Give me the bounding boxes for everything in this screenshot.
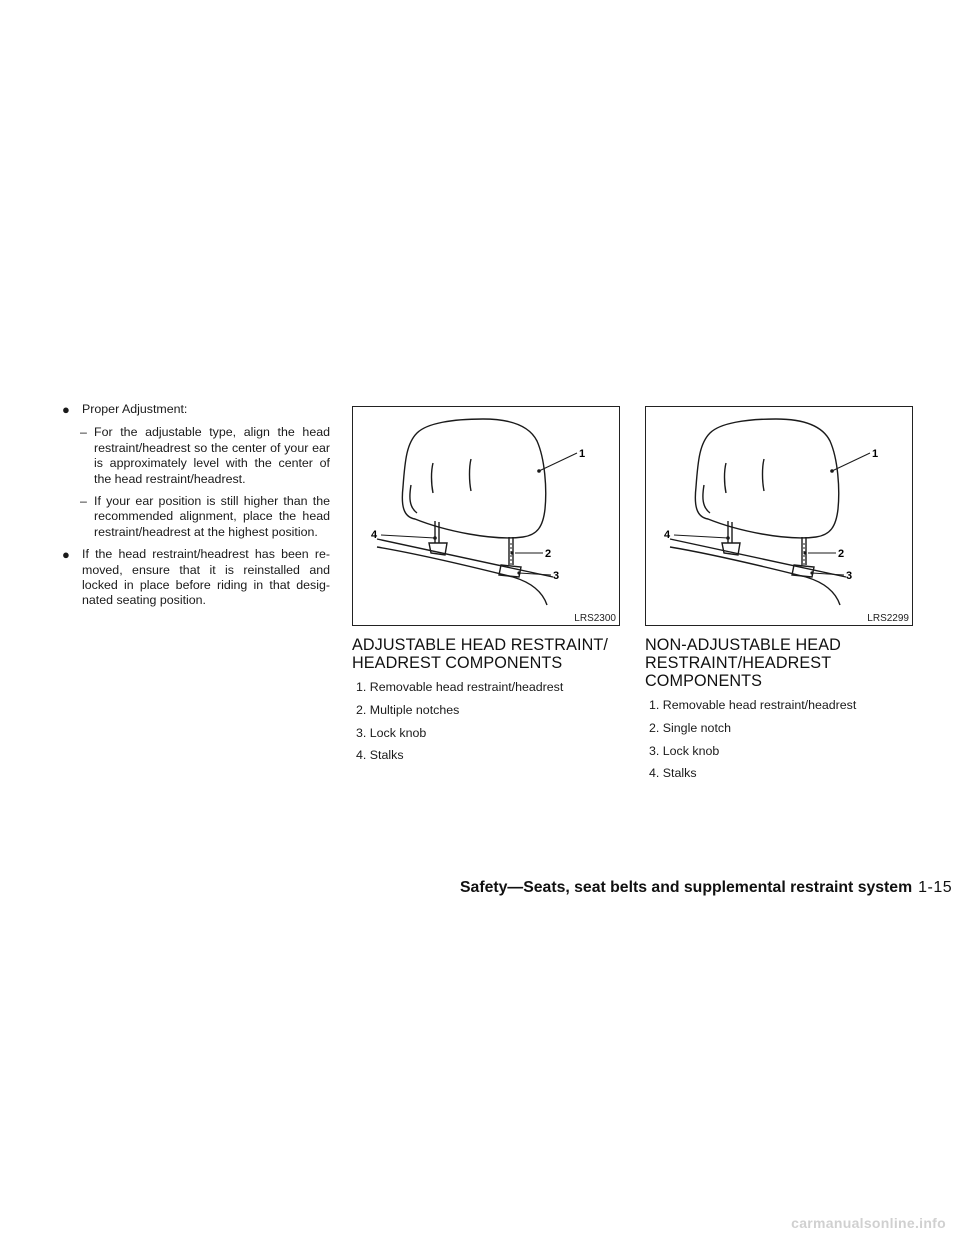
section-heading-adjustable: ADJUSTABLE HEAD RESTRAINT/ HEADREST COMPONENTS bbox=[352, 636, 608, 672]
callout-4: 4 bbox=[664, 529, 671, 541]
figure-code: LRS2299 bbox=[867, 613, 909, 624]
bullet-text: Proper Adjustment: bbox=[82, 402, 188, 416]
sub-item-text: If your ear position is still higher than the recommended alignment, place the head restraint/headrest at the highest position. bbox=[94, 494, 330, 539]
callout-1: 1 bbox=[579, 448, 586, 460]
bullet-icon: ● bbox=[62, 547, 70, 563]
headrest-illustration bbox=[646, 407, 912, 625]
callout-4: 4 bbox=[371, 529, 378, 541]
callout-3: 3 bbox=[553, 570, 560, 582]
callout-2: 2 bbox=[838, 548, 845, 560]
bullet-item bbox=[58, 547, 330, 609]
callout-1: 1 bbox=[872, 448, 879, 460]
callout-3: 3 bbox=[846, 570, 853, 582]
bullet-text: If the head restraint/headrest has been re-moved, ensure that it is reinstalled and locked in place before riding in that desig-nated seating position. bbox=[82, 547, 330, 608]
section-heading-non-adjustable: NON-ADJUSTABLE HEAD RESTRAINT/HEADREST COMPONENTS bbox=[645, 636, 841, 690]
instruction-column bbox=[58, 402, 330, 617]
list-item: 1. Removable head restraint/headrest bbox=[649, 698, 857, 712]
sub-item-text: For the adjustable type, align the head restraint/headrest so the center of your ear is approximately level with the center of the head restraint/headrest. bbox=[94, 425, 330, 486]
list-item: 3. Lock knob bbox=[649, 743, 720, 758]
figure-code: LRS2300 bbox=[574, 613, 616, 624]
components-list-non-adjustable bbox=[649, 698, 856, 789]
chapter-title: Safety—Seats, seat belts and supplemental restraint system bbox=[460, 879, 913, 896]
page-footer bbox=[460, 879, 953, 897]
list-item: 4. Stalks bbox=[649, 766, 697, 781]
bullet-item bbox=[58, 402, 330, 417]
list-item: 2. Single notch bbox=[649, 720, 731, 735]
callout-2: 2 bbox=[545, 548, 552, 560]
non-adjustable-headrest-figure bbox=[645, 406, 913, 626]
list-item: 3. Lock knob bbox=[356, 725, 427, 740]
sub-item bbox=[58, 425, 330, 487]
watermark: carmanualsonline.info bbox=[791, 1215, 946, 1231]
bullet-icon: ● bbox=[62, 402, 70, 417]
list-item: 1. Removable head restraint/headrest bbox=[356, 680, 564, 694]
dash-icon: – bbox=[80, 425, 87, 440]
headrest-illustration bbox=[353, 407, 619, 625]
page-number: 1-15 bbox=[918, 879, 953, 896]
list-item: 4. Stalks bbox=[356, 748, 404, 763]
sub-item bbox=[58, 494, 330, 540]
dash-icon: – bbox=[80, 494, 87, 509]
components-list-adjustable bbox=[356, 680, 563, 771]
list-item: 2. Multiple notches bbox=[356, 702, 460, 717]
adjustable-headrest-figure bbox=[352, 406, 620, 626]
